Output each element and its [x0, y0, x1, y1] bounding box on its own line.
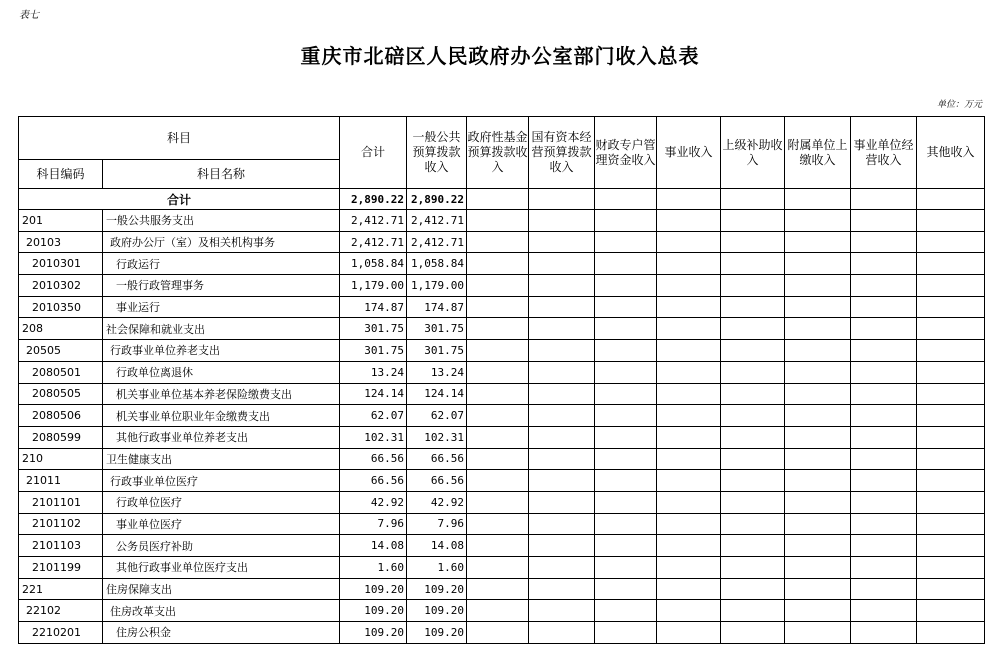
subject-code: 21011 — [19, 470, 103, 492]
row-total: 301.75 — [340, 318, 407, 340]
table-row — [19, 231, 985, 253]
empty-cell — [595, 296, 657, 318]
empty-cell — [917, 296, 985, 318]
total-general: 2,890.22 — [407, 189, 467, 210]
empty-cell — [851, 361, 917, 383]
empty-cell — [529, 491, 595, 513]
table-row — [19, 470, 985, 492]
empty-cell — [657, 426, 721, 448]
header-general-budget: 一般公共预算拨款收入 — [407, 117, 467, 189]
row-total: 66.56 — [340, 448, 407, 470]
empty-cell — [851, 557, 917, 579]
empty-cell — [529, 318, 595, 340]
table-row — [19, 383, 985, 405]
empty-cell — [657, 470, 721, 492]
empty-cell — [467, 557, 529, 579]
row-total: 1,179.00 — [340, 275, 407, 297]
row-general-budget: 109.20 — [407, 578, 467, 600]
empty-cell — [529, 340, 595, 362]
empty-cell — [917, 383, 985, 405]
empty-cell — [657, 600, 721, 622]
empty-cell — [851, 448, 917, 470]
empty-cell — [529, 405, 595, 427]
empty-cell — [595, 383, 657, 405]
empty-cell — [851, 578, 917, 600]
subject-name: 一般行政管理事务 — [103, 275, 340, 297]
subject-code: 2010350 — [19, 296, 103, 318]
empty-cell — [917, 622, 985, 644]
subject-name: 机关事业单位职业年金缴费支出 — [103, 405, 340, 427]
empty-cell — [595, 557, 657, 579]
empty-cell — [851, 253, 917, 275]
empty-cell — [851, 470, 917, 492]
subject-name: 机关事业单位基本养老保险缴费支出 — [103, 383, 340, 405]
row-total: 124.14 — [340, 383, 407, 405]
empty-cell — [851, 383, 917, 405]
table-row — [19, 578, 985, 600]
row-total: 1,058.84 — [340, 253, 407, 275]
empty-cell — [785, 470, 851, 492]
header-superior-subsidy: 上级补助收入 — [721, 117, 785, 189]
row-general-budget: 13.24 — [407, 361, 467, 383]
empty-cell — [721, 318, 785, 340]
empty-cell — [467, 600, 529, 622]
empty-cell — [917, 470, 985, 492]
table-row — [19, 253, 985, 275]
empty-cell — [917, 210, 985, 232]
row-general-budget: 66.56 — [407, 448, 467, 470]
empty-cell — [467, 426, 529, 448]
empty-cell — [851, 275, 917, 297]
table-row — [19, 210, 985, 232]
empty-cell — [657, 231, 721, 253]
empty-cell — [785, 231, 851, 253]
header-gov-fund: 政府性基金预算拨款收入 — [467, 117, 529, 189]
subject-name: 其他行政事业单位养老支出 — [103, 426, 340, 448]
empty-cell — [917, 535, 985, 557]
empty-cell — [917, 361, 985, 383]
empty-cell — [595, 275, 657, 297]
row-general-budget: 2,412.71 — [407, 231, 467, 253]
empty-cell — [917, 578, 985, 600]
row-general-budget: 109.20 — [407, 622, 467, 644]
empty-cell — [595, 470, 657, 492]
empty-cell — [467, 578, 529, 600]
empty-cell — [917, 189, 985, 210]
empty-cell — [467, 189, 529, 210]
row-general-budget: 7.96 — [407, 513, 467, 535]
empty-cell — [917, 231, 985, 253]
empty-cell — [917, 491, 985, 513]
row-total: 109.20 — [340, 578, 407, 600]
unit-label: 单位：万元 — [936, 100, 982, 110]
empty-cell — [657, 189, 721, 210]
row-general-budget: 1.60 — [407, 557, 467, 579]
empty-cell — [529, 513, 595, 535]
table-row — [19, 318, 985, 340]
empty-cell — [595, 491, 657, 513]
empty-cell — [595, 340, 657, 362]
empty-cell — [467, 210, 529, 232]
empty-cell — [595, 535, 657, 557]
empty-cell — [917, 340, 985, 362]
empty-cell — [785, 622, 851, 644]
subject-code: 2080501 — [19, 361, 103, 383]
row-total: 102.31 — [340, 426, 407, 448]
empty-cell — [917, 405, 985, 427]
row-total: 7.96 — [340, 513, 407, 535]
subject-name: 社会保障和就业支出 — [103, 318, 340, 340]
table-row — [19, 361, 985, 383]
table-row — [19, 557, 985, 579]
header-subject: 科目 — [19, 117, 340, 160]
empty-cell — [785, 296, 851, 318]
empty-cell — [595, 231, 657, 253]
subject-code: 2010301 — [19, 253, 103, 275]
empty-cell — [851, 405, 917, 427]
empty-cell — [595, 361, 657, 383]
empty-cell — [657, 405, 721, 427]
empty-cell — [529, 210, 595, 232]
empty-cell — [721, 275, 785, 297]
empty-cell — [785, 383, 851, 405]
empty-cell — [529, 275, 595, 297]
total-label: 合计 — [19, 189, 340, 210]
empty-cell — [467, 340, 529, 362]
empty-cell — [917, 448, 985, 470]
subject-name: 行政事业单位医疗 — [103, 470, 340, 492]
empty-cell — [595, 578, 657, 600]
empty-cell — [721, 535, 785, 557]
row-total: 109.20 — [340, 600, 407, 622]
subject-name: 政府办公厅（室）及相关机构事务 — [103, 231, 340, 253]
empty-cell — [785, 361, 851, 383]
empty-cell — [595, 622, 657, 644]
row-general-budget: 1,179.00 — [407, 275, 467, 297]
empty-cell — [529, 231, 595, 253]
empty-cell — [721, 513, 785, 535]
header-other-income: 其他收入 — [917, 117, 985, 189]
empty-cell — [467, 361, 529, 383]
empty-cell — [529, 426, 595, 448]
empty-cell — [851, 426, 917, 448]
empty-cell — [721, 189, 785, 210]
empty-cell — [657, 448, 721, 470]
empty-cell — [785, 405, 851, 427]
empty-cell — [529, 448, 595, 470]
row-general-budget: 301.75 — [407, 318, 467, 340]
empty-cell — [595, 189, 657, 210]
subject-code: 201 — [19, 210, 103, 232]
empty-cell — [851, 318, 917, 340]
empty-cell — [721, 296, 785, 318]
row-total: 62.07 — [340, 405, 407, 427]
empty-cell — [529, 622, 595, 644]
empty-cell — [595, 513, 657, 535]
row-general-budget: 2,412.71 — [407, 210, 467, 232]
subject-code: 20103 — [19, 231, 103, 253]
empty-cell — [721, 383, 785, 405]
empty-cell — [785, 513, 851, 535]
empty-cell — [657, 361, 721, 383]
header-affiliate-income: 附属单位上缴收入 — [785, 117, 851, 189]
header-total: 合计 — [340, 117, 407, 189]
empty-cell — [851, 600, 917, 622]
row-general-budget: 42.92 — [407, 491, 467, 513]
subject-code: 210 — [19, 448, 103, 470]
empty-cell — [721, 210, 785, 232]
empty-cell — [917, 557, 985, 579]
subject-code: 2101102 — [19, 513, 103, 535]
empty-cell — [467, 491, 529, 513]
empty-cell — [467, 231, 529, 253]
subject-code: 2010302 — [19, 275, 103, 297]
subject-name: 住房改革支出 — [103, 600, 340, 622]
empty-cell — [595, 405, 657, 427]
empty-cell — [721, 253, 785, 275]
empty-cell — [851, 622, 917, 644]
empty-cell — [721, 578, 785, 600]
empty-cell — [785, 491, 851, 513]
empty-cell — [595, 448, 657, 470]
empty-cell — [785, 318, 851, 340]
empty-cell — [785, 275, 851, 297]
header-state-capital: 国有资本经营预算拨款收入 — [529, 117, 595, 189]
table-row — [19, 340, 985, 362]
header-operating-income: 事业单位经营收入 — [851, 117, 917, 189]
empty-cell — [785, 340, 851, 362]
row-total: 14.08 — [340, 535, 407, 557]
row-total: 174.87 — [340, 296, 407, 318]
empty-cell — [657, 296, 721, 318]
table-row — [19, 491, 985, 513]
empty-cell — [721, 340, 785, 362]
empty-cell — [529, 383, 595, 405]
table-row — [19, 296, 985, 318]
empty-cell — [595, 318, 657, 340]
empty-cell — [529, 578, 595, 600]
empty-cell — [657, 578, 721, 600]
table-number: 表七 — [19, 10, 39, 21]
subject-code: 2101199 — [19, 557, 103, 579]
empty-cell — [785, 253, 851, 275]
subject-name: 卫生健康支出 — [103, 448, 340, 470]
empty-cell — [467, 253, 529, 275]
empty-cell — [721, 600, 785, 622]
empty-cell — [721, 405, 785, 427]
empty-cell — [917, 600, 985, 622]
page-title: 重庆市北碚区人民政府办公室部门收入总表 — [300, 44, 700, 68]
empty-cell — [529, 535, 595, 557]
empty-cell — [785, 578, 851, 600]
row-total: 2,412.71 — [340, 210, 407, 232]
empty-cell — [657, 557, 721, 579]
row-general-budget: 174.87 — [407, 296, 467, 318]
subject-code: 2101103 — [19, 535, 103, 557]
subject-code: 221 — [19, 578, 103, 600]
table-row — [19, 426, 985, 448]
empty-cell — [721, 622, 785, 644]
row-total: 301.75 — [340, 340, 407, 362]
row-total: 2,412.71 — [340, 231, 407, 253]
empty-cell — [529, 189, 595, 210]
subject-name: 行政运行 — [103, 253, 340, 275]
empty-cell — [721, 470, 785, 492]
row-general-budget: 14.08 — [407, 535, 467, 557]
subject-code: 208 — [19, 318, 103, 340]
empty-cell — [657, 535, 721, 557]
empty-cell — [467, 296, 529, 318]
empty-cell — [851, 340, 917, 362]
empty-cell — [785, 210, 851, 232]
row-total: 13.24 — [340, 361, 407, 383]
empty-cell — [917, 426, 985, 448]
empty-cell — [657, 383, 721, 405]
subject-code: 22102 — [19, 600, 103, 622]
empty-cell — [851, 231, 917, 253]
empty-cell — [467, 448, 529, 470]
subject-name: 事业单位医疗 — [103, 513, 340, 535]
row-total: 66.56 — [340, 470, 407, 492]
empty-cell — [529, 296, 595, 318]
subject-code: 2080506 — [19, 405, 103, 427]
empty-cell — [657, 622, 721, 644]
empty-cell — [917, 275, 985, 297]
empty-cell — [851, 535, 917, 557]
total-row — [19, 189, 985, 210]
table-row — [19, 622, 985, 644]
subject-code: 2101101 — [19, 491, 103, 513]
subject-name: 住房保障支出 — [103, 578, 340, 600]
row-general-budget: 124.14 — [407, 383, 467, 405]
table-row — [19, 513, 985, 535]
empty-cell — [657, 253, 721, 275]
empty-cell — [785, 557, 851, 579]
table-row — [19, 275, 985, 297]
table-row — [19, 600, 985, 622]
row-general-budget: 1,058.84 — [407, 253, 467, 275]
empty-cell — [657, 340, 721, 362]
row-total: 109.20 — [340, 622, 407, 644]
empty-cell — [467, 275, 529, 297]
row-total: 1.60 — [340, 557, 407, 579]
empty-cell — [529, 253, 595, 275]
empty-cell — [721, 491, 785, 513]
subject-name: 行政单位离退休 — [103, 361, 340, 383]
subject-name: 事业运行 — [103, 296, 340, 318]
empty-cell — [851, 189, 917, 210]
row-general-budget: 62.07 — [407, 405, 467, 427]
header-subject-code: 科目编码 — [19, 160, 103, 189]
empty-cell — [657, 210, 721, 232]
empty-cell — [467, 405, 529, 427]
empty-cell — [529, 361, 595, 383]
empty-cell — [785, 535, 851, 557]
table-row — [19, 405, 985, 427]
row-general-budget: 301.75 — [407, 340, 467, 362]
empty-cell — [529, 557, 595, 579]
header-subject-name: 科目名称 — [103, 160, 340, 189]
empty-cell — [721, 448, 785, 470]
empty-cell — [785, 189, 851, 210]
empty-cell — [467, 470, 529, 492]
empty-cell — [467, 535, 529, 557]
empty-cell — [917, 253, 985, 275]
row-total: 42.92 — [340, 491, 407, 513]
table-row — [19, 448, 985, 470]
empty-cell — [657, 318, 721, 340]
empty-cell — [851, 210, 917, 232]
subject-code: 2210201 — [19, 622, 103, 644]
empty-cell — [851, 491, 917, 513]
empty-cell — [851, 513, 917, 535]
empty-cell — [467, 383, 529, 405]
empty-cell — [917, 318, 985, 340]
empty-cell — [467, 513, 529, 535]
total-sum: 2,890.22 — [340, 189, 407, 210]
subject-code: 2080599 — [19, 426, 103, 448]
subject-name: 行政单位医疗 — [103, 491, 340, 513]
empty-cell — [851, 296, 917, 318]
empty-cell — [529, 470, 595, 492]
subject-name: 住房公积金 — [103, 622, 340, 644]
empty-cell — [595, 253, 657, 275]
empty-cell — [917, 513, 985, 535]
header-fiscal-special: 财政专户管理资金收入 — [595, 117, 657, 189]
empty-cell — [721, 557, 785, 579]
table-row — [19, 535, 985, 557]
empty-cell — [595, 210, 657, 232]
empty-cell — [657, 491, 721, 513]
empty-cell — [785, 448, 851, 470]
subject-name: 公务员医疗补助 — [103, 535, 340, 557]
empty-cell — [595, 426, 657, 448]
row-general-budget: 109.20 — [407, 600, 467, 622]
income-summary-table — [18, 116, 985, 644]
header-business-income: 事业收入 — [657, 117, 721, 189]
empty-cell — [785, 600, 851, 622]
empty-cell — [595, 600, 657, 622]
subject-name: 一般公共服务支出 — [103, 210, 340, 232]
row-general-budget: 102.31 — [407, 426, 467, 448]
empty-cell — [721, 231, 785, 253]
empty-cell — [529, 600, 595, 622]
empty-cell — [721, 426, 785, 448]
empty-cell — [467, 622, 529, 644]
empty-cell — [785, 426, 851, 448]
empty-cell — [657, 513, 721, 535]
empty-cell — [721, 361, 785, 383]
empty-cell — [467, 318, 529, 340]
subject-code: 2080505 — [19, 383, 103, 405]
row-general-budget: 66.56 — [407, 470, 467, 492]
subject-name: 行政事业单位养老支出 — [103, 340, 340, 362]
subject-name: 其他行政事业单位医疗支出 — [103, 557, 340, 579]
subject-code: 20505 — [19, 340, 103, 362]
empty-cell — [657, 275, 721, 297]
